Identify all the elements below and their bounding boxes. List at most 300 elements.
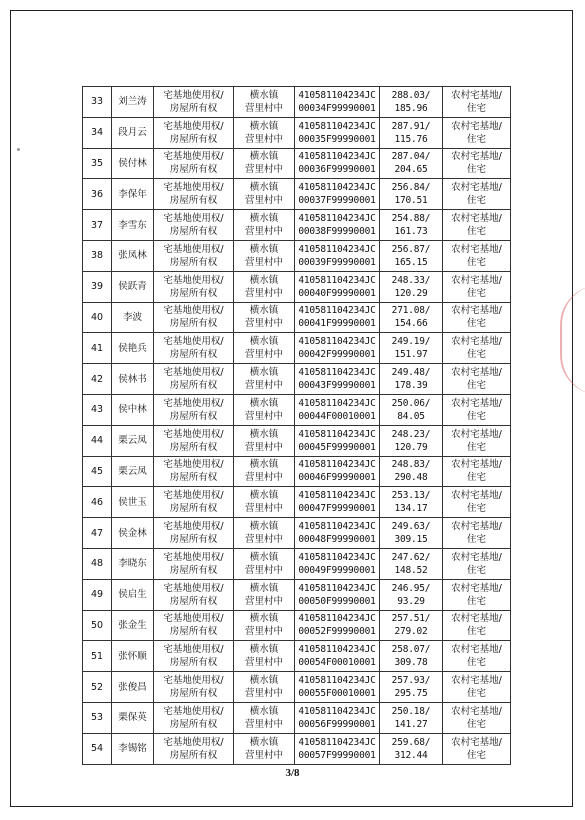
owner-name-text: 栗云凤 xyxy=(118,435,147,447)
land-use-cell xyxy=(443,579,511,610)
area-text: 115.76 xyxy=(394,133,428,145)
unit-code-text: 00055F00010001 xyxy=(298,688,376,700)
location-text: 横水镇 xyxy=(249,243,279,255)
row-number-cell xyxy=(83,733,112,764)
land-use-text: 住宅 xyxy=(466,626,486,638)
row-number-text: 49 xyxy=(90,589,104,601)
area-text: 248.33/ xyxy=(391,274,431,286)
table-row xyxy=(83,240,511,271)
unit-code-cell xyxy=(295,456,380,487)
unit-code-text: 410581104234JC xyxy=(298,89,376,101)
unit-code-text: 410581104234JC xyxy=(298,705,376,717)
area-text: 257.51/ xyxy=(391,613,431,625)
area-text: 204.65 xyxy=(394,164,428,176)
area-cell xyxy=(380,364,443,395)
owner-name-text: 栗云凤 xyxy=(118,465,147,477)
area-text: 246.95/ xyxy=(391,582,431,594)
row-number-cell xyxy=(83,702,112,733)
land-use-text: 农村宅基地/ xyxy=(451,151,502,163)
row-number-cell xyxy=(83,302,112,333)
land-use-text: 住宅 xyxy=(466,195,486,207)
right-type-text: 宅基地使用权/ xyxy=(163,736,224,748)
right-type-cell xyxy=(154,394,234,425)
area-cell xyxy=(380,702,443,733)
row-number-cell xyxy=(83,548,112,579)
unit-code-text: 00044F00010001 xyxy=(298,410,376,422)
land-use-text: 农村宅基地/ xyxy=(451,551,502,563)
land-use-text: 农村宅基地/ xyxy=(451,459,502,471)
owner-name-cell xyxy=(112,733,154,764)
location-cell xyxy=(234,117,295,148)
owner-name-text: 段月云 xyxy=(118,127,147,139)
land-use-cell xyxy=(443,179,511,210)
location-text: 横水镇 xyxy=(249,490,279,502)
right-type-cell xyxy=(154,271,234,302)
location-text: 横水镇 xyxy=(249,705,279,717)
row-number-text: 47 xyxy=(90,527,104,539)
owner-name-cell xyxy=(112,271,154,302)
right-type-text: 宅基地使用权/ xyxy=(163,243,224,255)
area-cell xyxy=(380,210,443,241)
right-type-text: 房屋所有权 xyxy=(169,718,218,730)
owner-name-cell xyxy=(112,456,154,487)
row-number-text: 33 xyxy=(90,96,104,108)
location-text: 营里村中 xyxy=(244,441,283,453)
unit-code-text: 410581104234JC xyxy=(298,243,376,255)
unit-code-cell xyxy=(295,271,380,302)
location-text: 横水镇 xyxy=(249,459,279,471)
land-use-cell xyxy=(443,210,511,241)
area-cell xyxy=(380,394,443,425)
land-use-text: 住宅 xyxy=(466,226,486,238)
row-number-text: 45 xyxy=(90,465,104,477)
area-cell xyxy=(380,333,443,364)
right-type-cell xyxy=(154,333,234,364)
location-text: 横水镇 xyxy=(249,675,279,687)
row-number-text: 44 xyxy=(90,435,104,447)
scan-speck xyxy=(17,148,20,151)
area-text: 134.17 xyxy=(394,503,428,515)
land-use-cell xyxy=(443,333,511,364)
table-row xyxy=(83,487,511,518)
row-number-cell xyxy=(83,394,112,425)
location-cell xyxy=(234,364,295,395)
location-text: 营里村中 xyxy=(244,410,283,422)
right-type-text: 宅基地使用权/ xyxy=(163,705,224,717)
right-type-cell xyxy=(154,579,234,610)
row-number-text: 50 xyxy=(90,619,104,631)
location-text: 横水镇 xyxy=(249,182,279,194)
location-cell xyxy=(234,672,295,703)
unit-code-text: 00050F99990001 xyxy=(298,595,376,607)
unit-code-text: 00034F99990001 xyxy=(298,102,376,114)
land-use-cell xyxy=(443,487,511,518)
right-type-text: 宅基地使用权/ xyxy=(163,120,224,132)
land-use-text: 住宅 xyxy=(466,595,486,607)
owner-name-cell xyxy=(112,672,154,703)
owner-name-text: 李晓东 xyxy=(118,558,147,570)
location-cell xyxy=(234,87,295,118)
unit-code-text: 410581104234JC xyxy=(298,736,376,748)
land-use-cell xyxy=(443,394,511,425)
area-text: 249.48/ xyxy=(391,367,431,379)
area-text: 120.29 xyxy=(394,287,428,299)
right-type-text: 房屋所有权 xyxy=(169,564,218,576)
row-number-cell xyxy=(83,579,112,610)
right-type-text: 房屋所有权 xyxy=(169,749,218,761)
right-type-cell xyxy=(154,87,234,118)
land-use-text: 农村宅基地/ xyxy=(451,644,502,656)
page-number: 3/8 xyxy=(285,767,300,779)
row-number-cell xyxy=(83,672,112,703)
area-cell xyxy=(380,518,443,549)
right-type-text: 宅基地使用权/ xyxy=(163,459,224,471)
location-text: 营里村中 xyxy=(244,380,283,392)
unit-code-text: 00041F99990001 xyxy=(298,318,376,330)
owner-name-cell xyxy=(112,641,154,672)
area-cell xyxy=(380,733,443,764)
row-number-cell xyxy=(83,610,112,641)
right-type-text: 宅基地使用权/ xyxy=(163,490,224,502)
location-text: 营里村中 xyxy=(244,564,283,576)
land-use-text: 住宅 xyxy=(466,256,486,268)
row-number-cell xyxy=(83,641,112,672)
land-use-text: 农村宅基地/ xyxy=(451,120,502,132)
right-type-cell xyxy=(154,179,234,210)
land-use-cell xyxy=(443,456,511,487)
right-type-text: 宅基地使用权/ xyxy=(163,397,224,409)
table-row xyxy=(83,364,511,395)
right-type-text: 房屋所有权 xyxy=(169,688,218,700)
right-type-text: 宅基地使用权/ xyxy=(163,428,224,440)
area-text: 178.39 xyxy=(394,380,428,392)
land-use-text: 住宅 xyxy=(466,657,486,669)
owner-name-text: 张金生 xyxy=(118,619,147,631)
unit-code-cell xyxy=(295,702,380,733)
table-row xyxy=(83,425,511,456)
owner-name-cell xyxy=(112,87,154,118)
land-use-text: 住宅 xyxy=(466,441,486,453)
area-text: 141.27 xyxy=(394,718,428,730)
land-use-cell xyxy=(443,364,511,395)
area-text: 165.15 xyxy=(394,256,428,268)
unit-code-text: 410581104234JC xyxy=(298,490,376,502)
right-type-text: 房屋所有权 xyxy=(169,102,218,114)
location-cell xyxy=(234,456,295,487)
land-use-text: 农村宅基地/ xyxy=(451,305,502,317)
land-use-cell xyxy=(443,518,511,549)
owner-name-cell xyxy=(112,579,154,610)
unit-code-text: 00040F99990001 xyxy=(298,287,376,299)
unit-code-text: 410581104234JC xyxy=(298,521,376,533)
table-row xyxy=(83,117,511,148)
unit-code-text: 00052F99990001 xyxy=(298,626,376,638)
location-text: 营里村中 xyxy=(244,503,283,515)
owner-name-cell xyxy=(112,210,154,241)
location-text: 横水镇 xyxy=(249,644,279,656)
unit-code-cell xyxy=(295,487,380,518)
land-use-text: 住宅 xyxy=(466,472,486,484)
land-use-text: 农村宅基地/ xyxy=(451,213,502,225)
row-number-text: 39 xyxy=(90,281,104,293)
right-type-text: 房屋所有权 xyxy=(169,195,218,207)
land-use-cell xyxy=(443,733,511,764)
row-number-cell xyxy=(83,487,112,518)
right-type-text: 房屋所有权 xyxy=(169,287,218,299)
table-body xyxy=(83,87,511,765)
right-type-text: 宅基地使用权/ xyxy=(163,551,224,563)
area-cell xyxy=(380,579,443,610)
location-cell xyxy=(234,579,295,610)
right-type-cell xyxy=(154,702,234,733)
area-text: 248.23/ xyxy=(391,428,431,440)
area-text: 295.75 xyxy=(394,688,428,700)
registration-table xyxy=(82,86,511,765)
land-use-text: 住宅 xyxy=(466,718,486,730)
land-use-text: 农村宅基地/ xyxy=(451,705,502,717)
area-text: 312.44 xyxy=(394,749,428,761)
owner-name-text: 侯启生 xyxy=(118,589,147,601)
row-number-cell xyxy=(83,87,112,118)
unit-code-text: 410581104234JC xyxy=(298,120,376,132)
unit-code-cell xyxy=(295,302,380,333)
location-text: 营里村中 xyxy=(244,102,283,114)
unit-code-cell xyxy=(295,672,380,703)
area-text: 287.04/ xyxy=(391,151,431,163)
area-text: 256.87/ xyxy=(391,243,431,255)
location-text: 营里村中 xyxy=(244,164,283,176)
location-cell xyxy=(234,333,295,364)
area-text: 250.18/ xyxy=(391,705,431,717)
right-type-text: 宅基地使用权/ xyxy=(163,521,224,533)
unit-code-text: 410581104234JC xyxy=(298,213,376,225)
unit-code-text: 00048F99990001 xyxy=(298,534,376,546)
location-cell xyxy=(234,610,295,641)
right-type-cell xyxy=(154,364,234,395)
right-type-text: 房屋所有权 xyxy=(169,595,218,607)
row-number-cell xyxy=(83,210,112,241)
location-cell xyxy=(234,240,295,271)
owner-name-text: 侯金林 xyxy=(118,527,147,539)
owner-name-text: 侯中林 xyxy=(118,404,147,416)
location-cell xyxy=(234,487,295,518)
location-cell xyxy=(234,210,295,241)
location-text: 营里村中 xyxy=(244,595,283,607)
unit-code-cell xyxy=(295,87,380,118)
area-text: 290.48 xyxy=(394,472,428,484)
right-type-text: 房屋所有权 xyxy=(169,626,218,638)
area-text: 271.08/ xyxy=(391,305,431,317)
unit-code-cell xyxy=(295,364,380,395)
right-type-cell xyxy=(154,302,234,333)
table-row xyxy=(83,672,511,703)
row-number-cell xyxy=(83,179,112,210)
unit-code-text: 00036F99990001 xyxy=(298,164,376,176)
right-type-text: 房屋所有权 xyxy=(169,380,218,392)
land-use-text: 农村宅基地/ xyxy=(451,367,502,379)
right-type-cell xyxy=(154,548,234,579)
location-text: 营里村中 xyxy=(244,657,283,669)
owner-name-text: 侯付林 xyxy=(118,157,147,169)
owner-name-cell xyxy=(112,702,154,733)
table-row xyxy=(83,702,511,733)
table-row xyxy=(83,733,511,764)
location-text: 横水镇 xyxy=(249,151,279,163)
right-type-text: 宅基地使用权/ xyxy=(163,367,224,379)
right-type-text: 宅基地使用权/ xyxy=(163,675,224,687)
area-cell xyxy=(380,117,443,148)
table-row xyxy=(83,394,511,425)
table-row xyxy=(83,302,511,333)
area-text: 84.05 xyxy=(397,410,425,422)
location-cell xyxy=(234,733,295,764)
right-type-text: 房屋所有权 xyxy=(169,318,218,330)
row-number-text: 54 xyxy=(90,743,104,755)
row-number-text: 35 xyxy=(90,157,104,169)
owner-name-cell xyxy=(112,117,154,148)
right-type-cell xyxy=(154,425,234,456)
owner-name-cell xyxy=(112,333,154,364)
right-type-cell xyxy=(154,487,234,518)
right-type-text: 房屋所有权 xyxy=(169,164,218,176)
owner-name-cell xyxy=(112,518,154,549)
area-cell xyxy=(380,456,443,487)
land-use-text: 住宅 xyxy=(466,534,486,546)
row-number-text: 42 xyxy=(90,373,104,385)
land-use-cell xyxy=(443,87,511,118)
row-number-cell xyxy=(83,117,112,148)
land-use-text: 住宅 xyxy=(466,287,486,299)
location-text: 营里村中 xyxy=(244,534,283,546)
unit-code-text: 00042F99990001 xyxy=(298,349,376,361)
right-type-cell xyxy=(154,148,234,179)
right-type-text: 房屋所有权 xyxy=(169,472,218,484)
area-cell xyxy=(380,610,443,641)
land-use-text: 住宅 xyxy=(466,380,486,392)
location-text: 横水镇 xyxy=(249,613,279,625)
owner-name-cell xyxy=(112,394,154,425)
right-type-cell xyxy=(154,210,234,241)
unit-code-text: 410581104234JC xyxy=(298,367,376,379)
right-type-text: 房屋所有权 xyxy=(169,349,218,361)
row-number-text: 48 xyxy=(90,558,104,570)
unit-code-text: 410581104234JC xyxy=(298,644,376,656)
area-text: 287.91/ xyxy=(391,120,431,132)
location-text: 横水镇 xyxy=(249,397,279,409)
location-text: 营里村中 xyxy=(244,256,283,268)
area-text: 151.97 xyxy=(394,349,428,361)
location-text: 横水镇 xyxy=(249,336,279,348)
area-text: 170.51 xyxy=(394,195,428,207)
area-text: 253.13/ xyxy=(391,490,431,502)
unit-code-text: 410581104234JC xyxy=(298,151,376,163)
area-text: 256.84/ xyxy=(391,182,431,194)
right-type-text: 房屋所有权 xyxy=(169,226,218,238)
land-use-text: 住宅 xyxy=(466,503,486,515)
unit-code-cell xyxy=(295,210,380,241)
location-text: 横水镇 xyxy=(249,428,279,440)
area-text: 279.02 xyxy=(394,626,428,638)
land-use-cell xyxy=(443,148,511,179)
row-number-text: 51 xyxy=(90,650,104,662)
right-type-text: 房屋所有权 xyxy=(169,503,218,515)
area-cell xyxy=(380,672,443,703)
right-type-cell xyxy=(154,117,234,148)
table-row xyxy=(83,210,511,241)
location-cell xyxy=(234,548,295,579)
row-number-cell xyxy=(83,425,112,456)
row-number-cell xyxy=(83,364,112,395)
location-text: 营里村中 xyxy=(244,287,283,299)
land-use-cell xyxy=(443,610,511,641)
area-text: 309.78 xyxy=(394,657,428,669)
location-cell xyxy=(234,302,295,333)
row-number-text: 37 xyxy=(90,219,104,231)
location-text: 横水镇 xyxy=(249,736,279,748)
owner-name-text: 李锡铭 xyxy=(118,743,147,755)
unit-code-cell xyxy=(295,179,380,210)
land-use-cell xyxy=(443,548,511,579)
location-cell xyxy=(234,394,295,425)
unit-code-text: 410581104234JC xyxy=(298,182,376,194)
right-type-text: 宅基地使用权/ xyxy=(163,613,224,625)
land-use-cell xyxy=(443,425,511,456)
unit-code-text: 00047F99990001 xyxy=(298,503,376,515)
right-type-text: 房屋所有权 xyxy=(169,441,218,453)
table-row xyxy=(83,548,511,579)
unit-code-cell xyxy=(295,733,380,764)
location-text: 营里村中 xyxy=(244,688,283,700)
location-text: 横水镇 xyxy=(249,521,279,533)
owner-name-text: 张怀顺 xyxy=(118,650,147,662)
right-type-cell xyxy=(154,240,234,271)
unit-code-cell xyxy=(295,333,380,364)
right-type-text: 宅基地使用权/ xyxy=(163,89,224,101)
unit-code-cell xyxy=(295,518,380,549)
right-type-cell xyxy=(154,456,234,487)
unit-code-cell xyxy=(295,641,380,672)
unit-code-text: 00035F99990001 xyxy=(298,133,376,145)
unit-code-text: 00057F99990001 xyxy=(298,749,376,761)
location-text: 营里村中 xyxy=(244,749,283,761)
table-row xyxy=(83,333,511,364)
location-text: 横水镇 xyxy=(249,120,279,132)
unit-code-text: 00043F99990001 xyxy=(298,380,376,392)
location-text: 营里村中 xyxy=(244,318,283,330)
right-type-text: 宅基地使用权/ xyxy=(163,336,224,348)
area-text: 309.15 xyxy=(394,534,428,546)
row-number-text: 46 xyxy=(90,496,104,508)
land-use-text: 农村宅基地/ xyxy=(451,490,502,502)
row-number-text: 34 xyxy=(90,127,104,139)
land-use-text: 农村宅基地/ xyxy=(451,336,502,348)
location-text: 营里村中 xyxy=(244,195,283,207)
area-text: 247.62/ xyxy=(391,551,431,563)
owner-name-text: 李雪东 xyxy=(118,219,147,231)
unit-code-cell xyxy=(295,610,380,641)
unit-code-text: 00038F99990001 xyxy=(298,226,376,238)
table-row xyxy=(83,148,511,179)
owner-name-cell xyxy=(112,240,154,271)
location-cell xyxy=(234,148,295,179)
row-number-cell xyxy=(83,333,112,364)
area-cell xyxy=(380,425,443,456)
row-number-text: 53 xyxy=(90,712,104,724)
owner-name-text: 张凤林 xyxy=(118,250,147,262)
row-number-text: 41 xyxy=(90,342,104,354)
table-row xyxy=(83,87,511,118)
area-cell xyxy=(380,487,443,518)
